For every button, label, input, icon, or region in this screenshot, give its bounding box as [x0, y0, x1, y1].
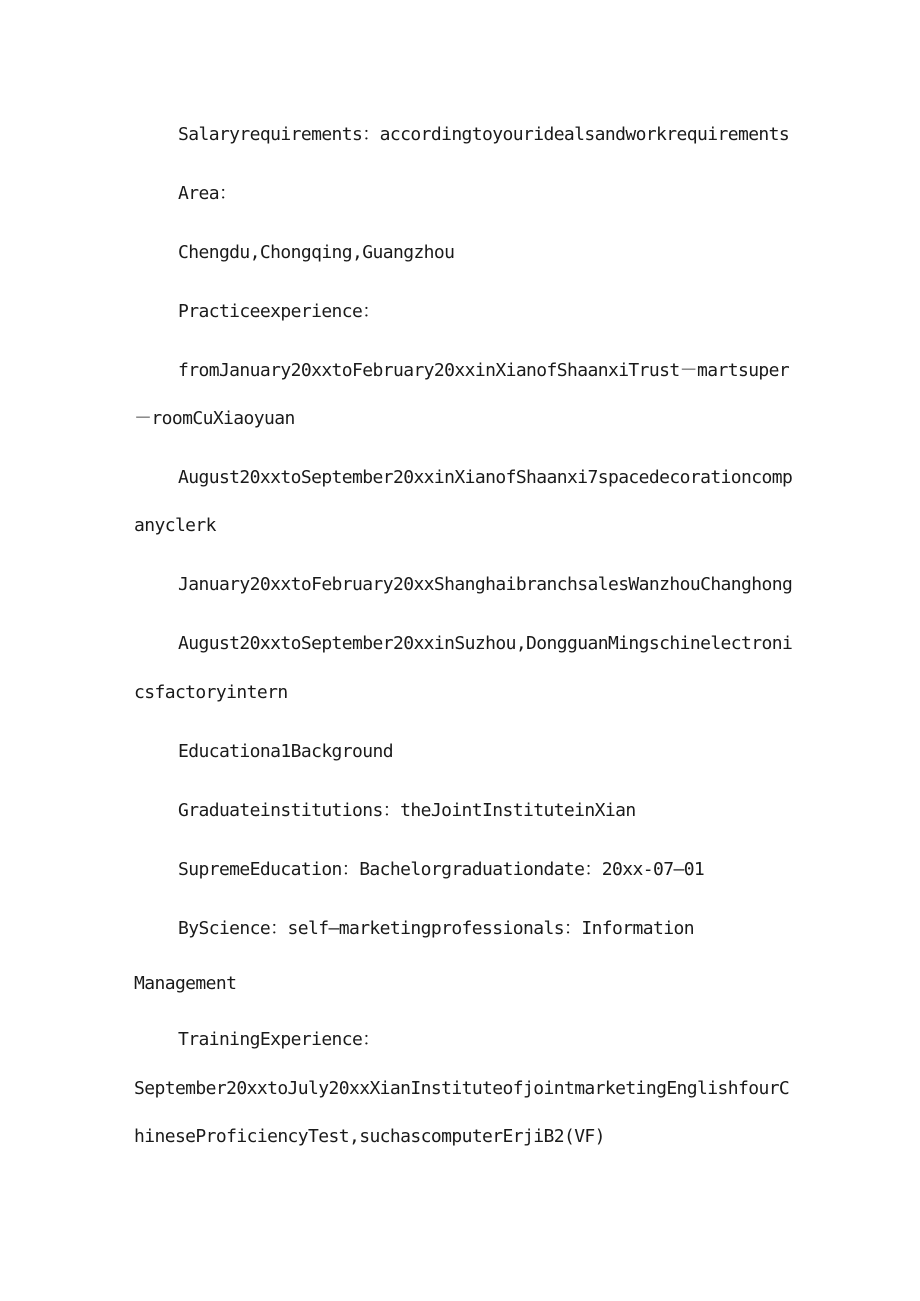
- education-heading: Educationa1Background: [178, 741, 393, 762]
- practice-label: Practiceexperience：: [178, 301, 380, 322]
- experience-1-line-1: fromJanuary20xxtoFebruary20xxinXianofShaanxiTrust－martsuper: [178, 360, 790, 381]
- graduate-institution: Graduateinstitutions：theJointInstituteinXian: [178, 800, 636, 821]
- experience-2-line-1: August20xxtoSeptember20xxinXianofShaanxi7spacedecorationcomp: [178, 467, 793, 488]
- training-line-2: hineseProficiencyTest,suchascomputerErjiB2(VF): [134, 1126, 605, 1147]
- training-line-1: September20xxtoJuly20xxXianInstituteofjointmarketingEnglishfourC: [134, 1078, 790, 1099]
- area-label: Area：: [178, 183, 237, 204]
- experience-3: January20xxtoFebruary20xxShanghaibranchsalesWanzhouChanghong: [178, 574, 793, 595]
- supreme-education: SupremeEducation：Bachelorgraduationdate：20xx-07—01: [178, 859, 705, 880]
- byscience-line-2: Management: [134, 973, 237, 994]
- byscience-line-1: ByScience：self—marketingprofessionals：Information: [178, 918, 694, 939]
- training-label: TrainingExperience：: [178, 1029, 380, 1050]
- experience-1-line-2: －roomCuXiaoyuan: [134, 408, 295, 429]
- salary-line: Salaryrequirements：accordingtoyouridealsandworkrequirements: [178, 124, 790, 145]
- experience-2-line-2: anyclerk: [134, 515, 216, 536]
- area-value: Chengdu,Chongqing,Guangzhou: [178, 242, 455, 263]
- experience-4-line-1: August20xxtoSeptember20xxinSuzhou,DongguanMingschinelectroni: [178, 633, 793, 654]
- experience-4-line-2: csfactoryintern: [134, 682, 288, 703]
